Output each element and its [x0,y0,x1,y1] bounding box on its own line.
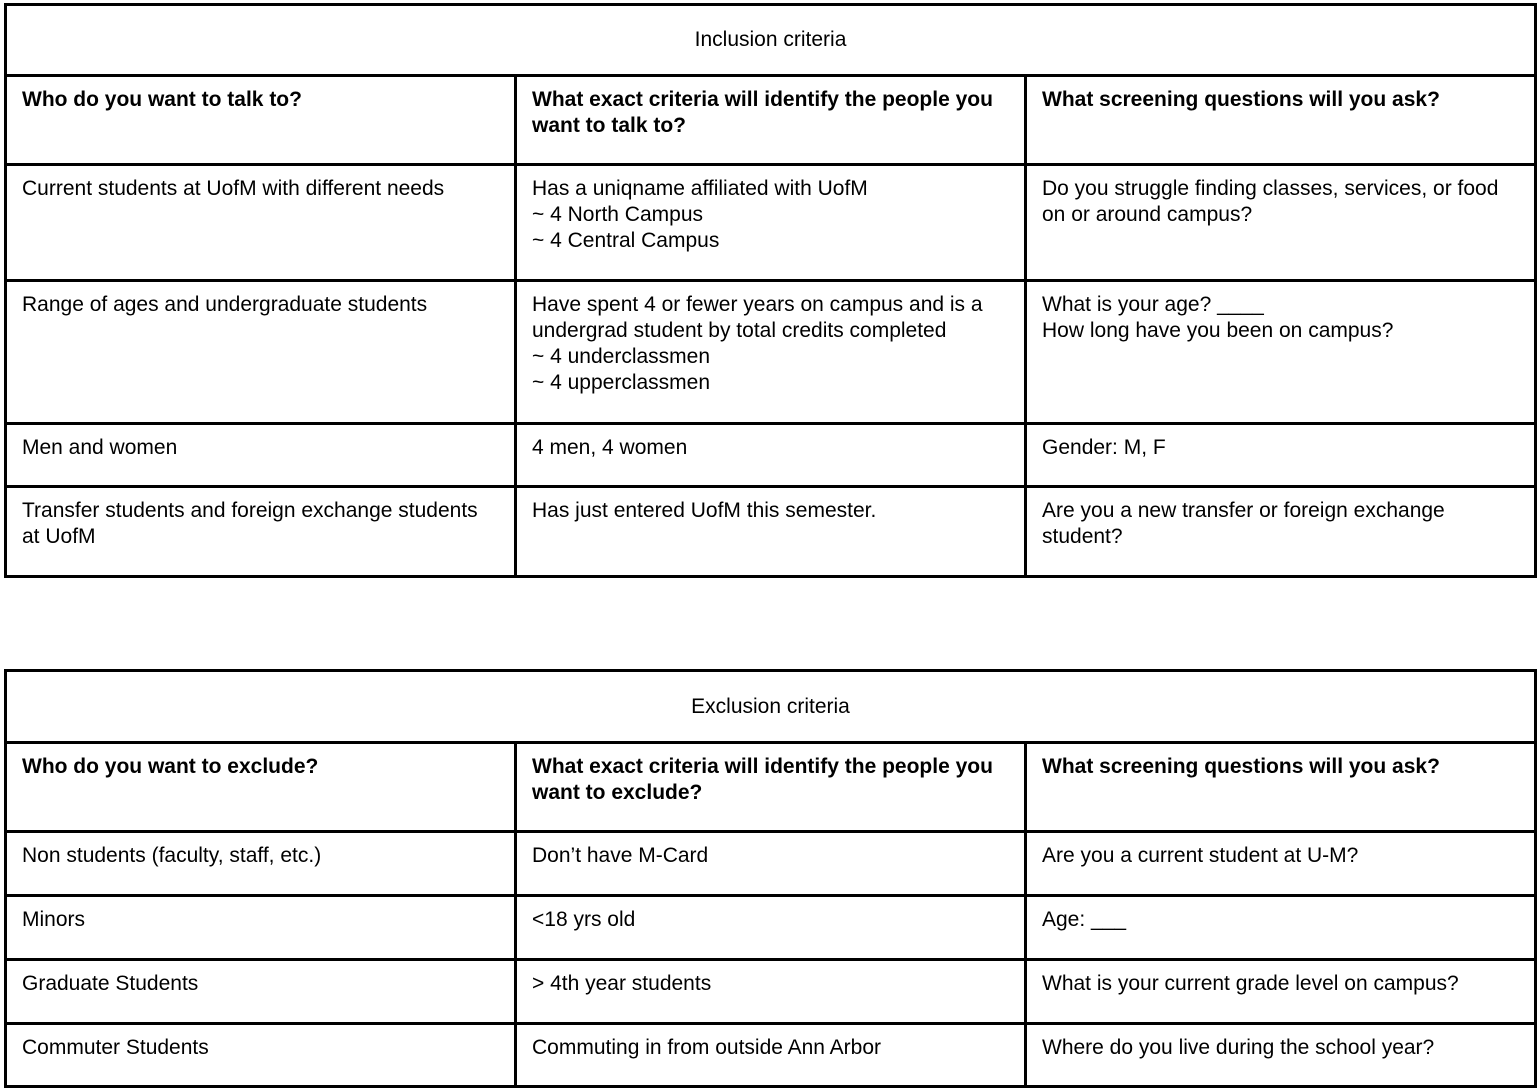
cell-who: Minors [6,896,516,960]
table-title-row [6,671,1536,743]
cell-criteria: > 4th year students [516,960,1026,1024]
header-criteria: What exact criteria will identify the people you want to talk to? [516,76,1026,165]
table-row [6,487,1536,577]
cell-screening-question: Do you struggle finding classes, services, or food on or around campus? [1026,165,1536,281]
cell-criteria: Don’t have M-Card [516,832,1026,896]
cell-screening-question: Age: ___ [1026,896,1536,960]
exclusion-criteria-table [4,669,1537,1088]
cell-who: Men and women [6,424,516,487]
cell-criteria: Have spent 4 or fewer years on campus and is a undergrad student by total credits completed ~ 4 underclassmen ~ 4 upperclassmen [516,281,1026,424]
table-row [6,281,1536,424]
exclusion-table-title: Exclusion criteria [6,671,1536,743]
cell-who: Transfer students and foreign exchange students at UofM [6,487,516,577]
cell-who: Current students at UofM with different needs [6,165,516,281]
table-header-row [6,743,1536,832]
header-screening-questions: What screening questions will you ask? [1026,743,1536,832]
table-header-row [6,76,1536,165]
table-title-row [6,5,1536,76]
cell-screening-question: What is your age? ____ How long have you been on campus? [1026,281,1536,424]
table-row [6,896,1536,960]
cell-criteria: 4 men, 4 women [516,424,1026,487]
table-row [6,165,1536,281]
cell-who: Commuter Students [6,1024,516,1087]
cell-who: Non students (faculty, staff, etc.) [6,832,516,896]
cell-criteria: Has a uniqname affiliated with UofM ~ 4 North Campus ~ 4 Central Campus [516,165,1026,281]
cell-who: Graduate Students [6,960,516,1024]
header-criteria: What exact criteria will identify the people you want to exclude? [516,743,1026,832]
cell-screening-question: What is your current grade level on campus? [1026,960,1536,1024]
cell-screening-question: Are you a new transfer or foreign exchange student? [1026,487,1536,577]
cell-screening-question: Gender: M, F [1026,424,1536,487]
cell-screening-question: Where do you live during the school year? [1026,1024,1536,1087]
cell-who: Range of ages and undergraduate students [6,281,516,424]
header-who: Who do you want to talk to? [6,76,516,165]
cell-criteria: Has just entered UofM this semester. [516,487,1026,577]
header-screening-questions: What screening questions will you ask? [1026,76,1536,165]
inclusion-criteria-table [4,3,1537,578]
table-row [6,960,1536,1024]
header-who: Who do you want to exclude? [6,743,516,832]
table-row [6,424,1536,487]
cell-screening-question: Are you a current student at U-M? [1026,832,1536,896]
table-row [6,1024,1536,1087]
cell-criteria: <18 yrs old [516,896,1026,960]
table-row [6,832,1536,896]
inclusion-table-title: Inclusion criteria [6,5,1536,76]
cell-criteria: Commuting in from outside Ann Arbor [516,1024,1026,1087]
